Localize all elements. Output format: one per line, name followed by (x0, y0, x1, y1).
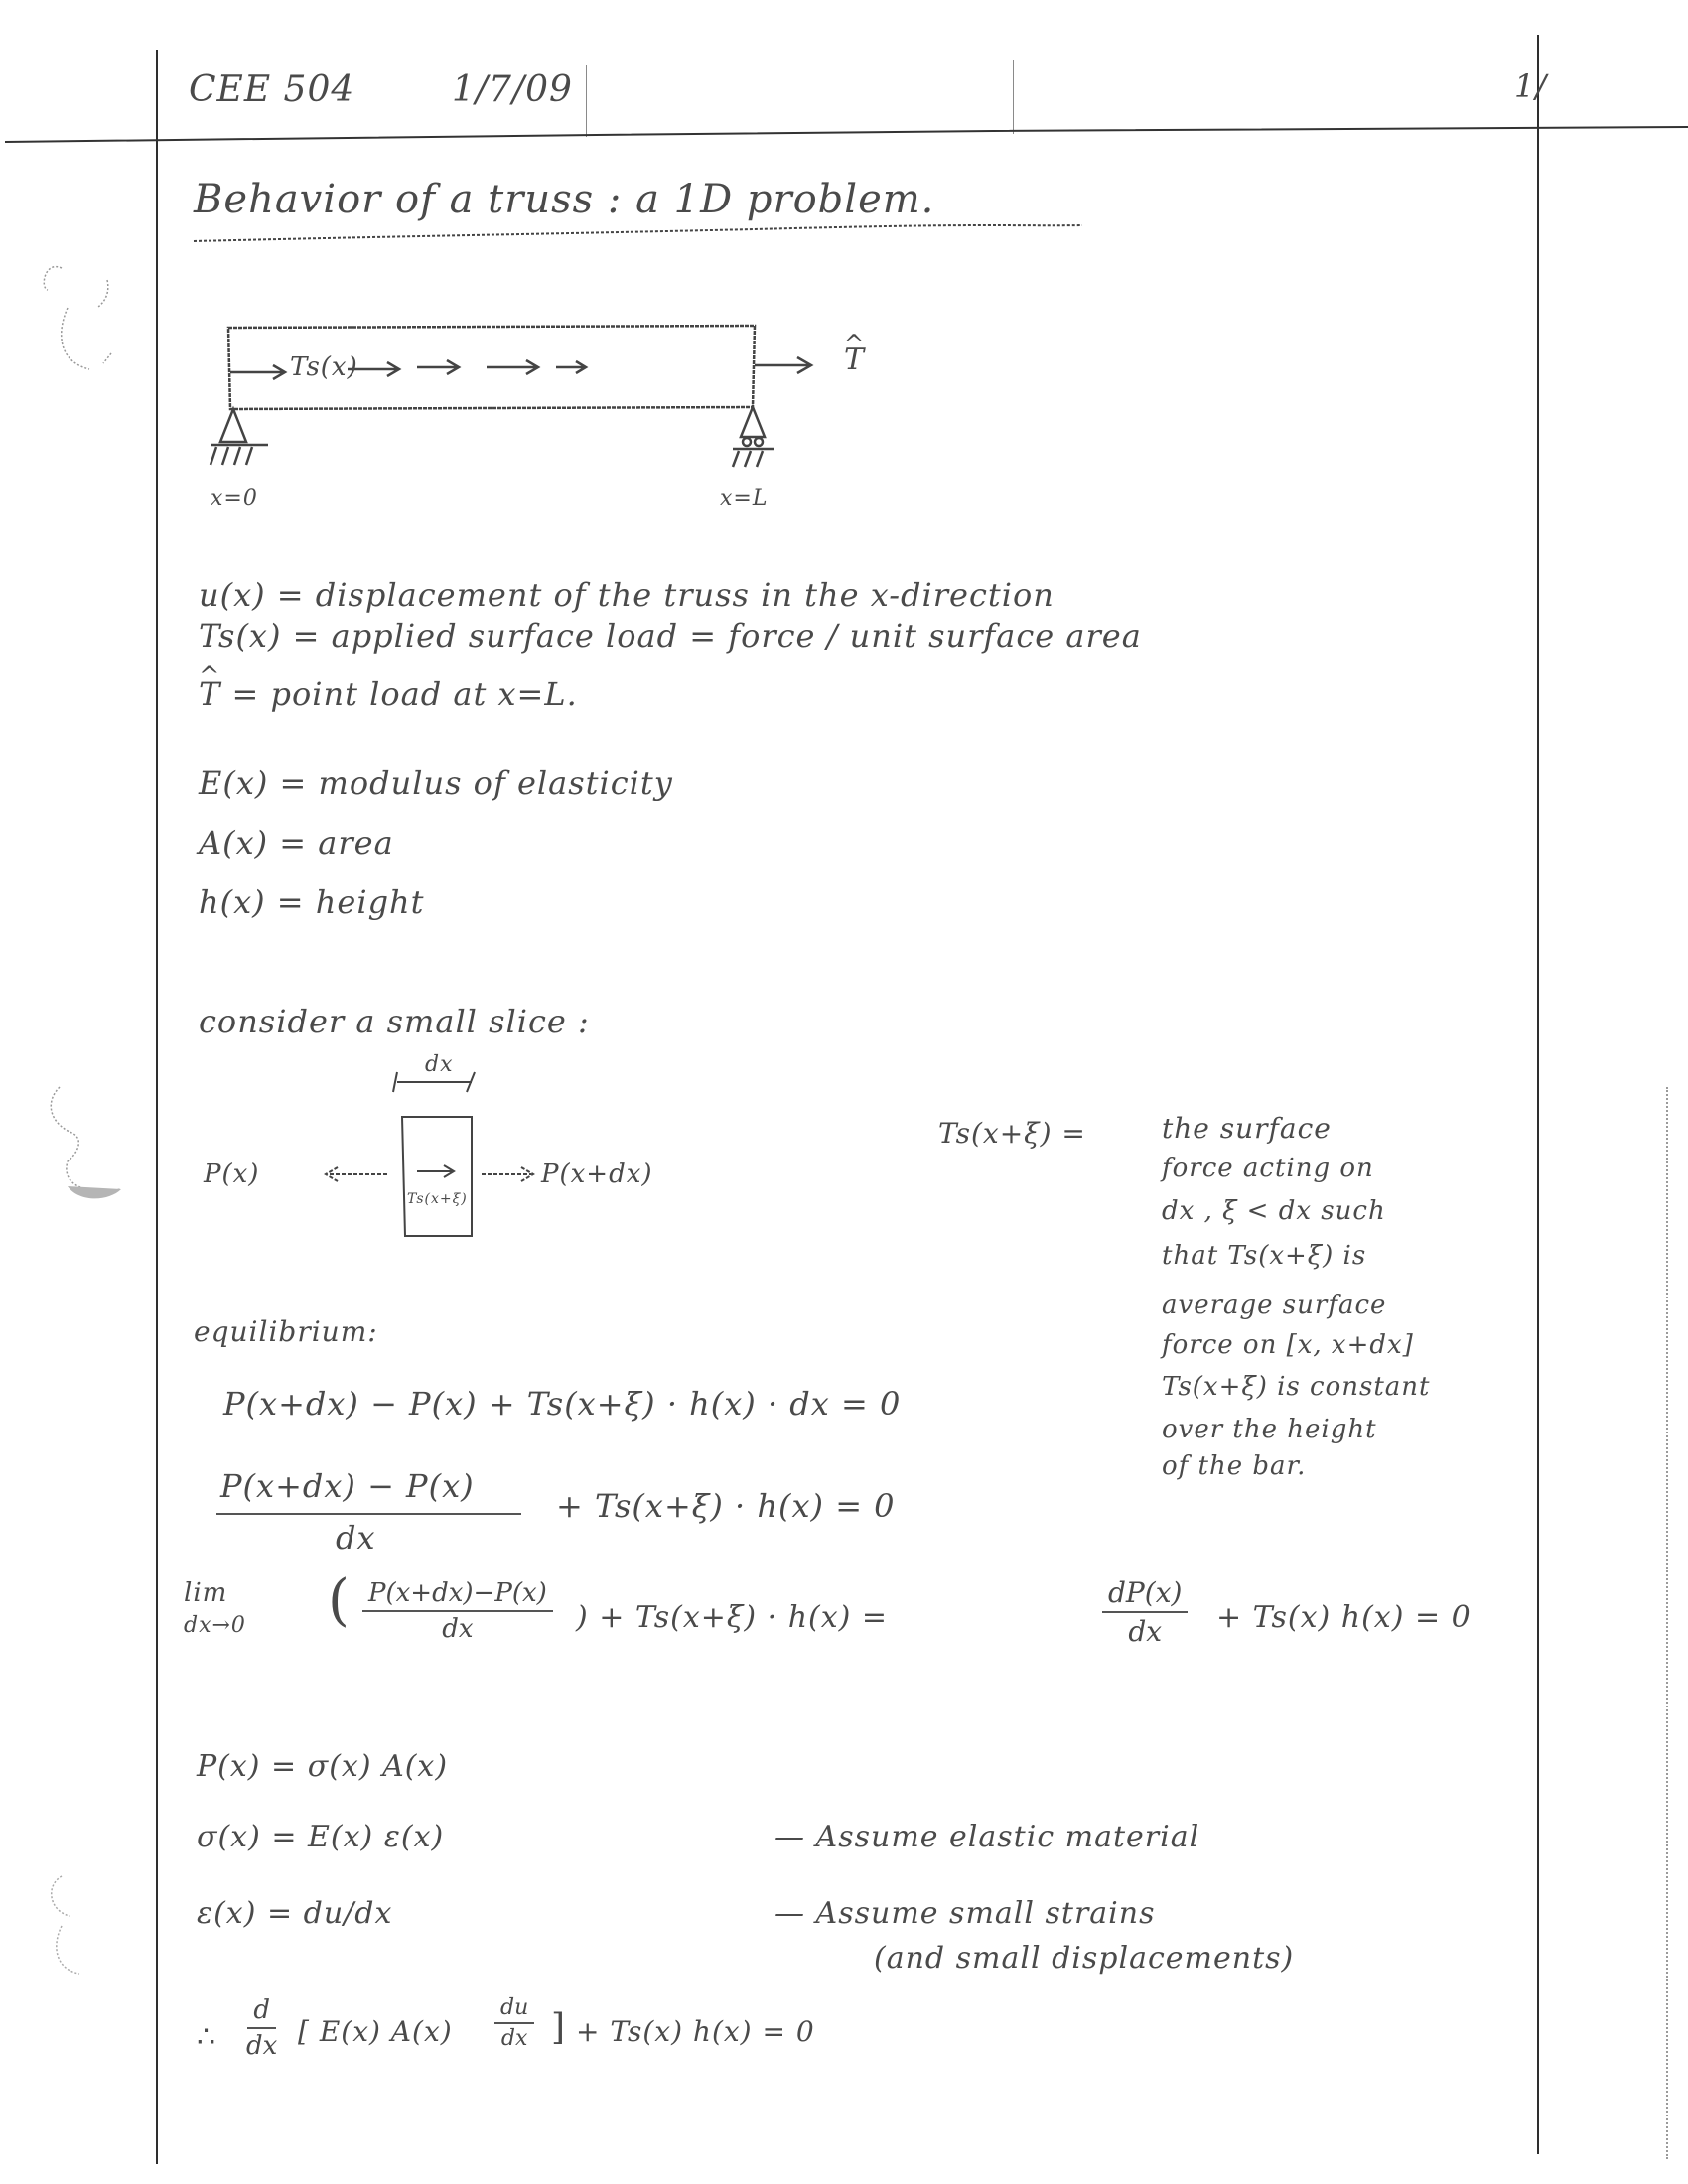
left-support-label: x=0 (211, 486, 258, 511)
slice-dx-label: dx (425, 1052, 454, 1077)
equilibrium-eq1: P(x+dx) − P(x) + Ts(x+ξ) · h(x) · dx = 0 (223, 1385, 902, 1423)
definition-item (199, 576, 1055, 614)
equilibrium-eq2-rest: + Ts(x+ξ) · h(x) = 0 (556, 1487, 896, 1525)
right-support-label: x=L (720, 486, 769, 511)
bracket-left-term: [ E(x) A(x) (298, 2015, 453, 2048)
definition-symbol: u(x) (199, 576, 266, 614)
truss-bar (211, 326, 811, 467)
slice-inner-label: Ts(x+ξ) (407, 1191, 468, 1207)
annotation-line: of the bar. (1162, 1451, 1307, 1481)
point-load-symbol: ^ T (844, 342, 865, 377)
constitutive-note: — Assume small strains (774, 1896, 1156, 1931)
limit-middle: ) + Ts(x+ξ) · h(x) = (576, 1600, 889, 1635)
definition-item (199, 675, 578, 713)
constitutive-eq: P(x) = σ(x) A(x) (197, 1749, 449, 1784)
du-dx-den: dx (500, 2026, 528, 2051)
slice-diagram (326, 1072, 533, 1236)
equilibrium-heading: equilibrium: (194, 1315, 378, 1348)
definition-text: = modulus of elasticity (279, 764, 673, 802)
lecture-date: 1/7/09 (452, 69, 573, 110)
dP-fraction (1102, 1576, 1188, 1648)
d-dx-den: dx (246, 2031, 278, 2061)
definition-symbol: ^ T (199, 675, 220, 713)
constitutive-note: — Assume elastic material (774, 1820, 1200, 1854)
d-dx-num: d (247, 1995, 276, 2029)
annotation-line: dx , ξ < dx such (1162, 1196, 1386, 1226)
slice-left-force: P(x) (204, 1160, 260, 1189)
slice-intro: consider a small slice : (199, 1003, 590, 1040)
therefore-symbol: ∴ (197, 2020, 217, 2055)
definition-text: = displacement of the truss in the x-direction (276, 576, 1055, 614)
limit-fraction-num: P(x+dx)−P(x) (362, 1578, 553, 1612)
du-dx-num: du (494, 1995, 534, 2024)
equilibrium-eq2-num: P(x+dx) − P(x) (220, 1467, 475, 1505)
bracket-right: ] (551, 2007, 567, 2048)
definition-item (199, 764, 673, 802)
limit-top: lim (184, 1578, 228, 1608)
definition-symbol: A(x) (199, 824, 269, 862)
annotation-line: over the height (1162, 1415, 1377, 1444)
definition-text: = area (279, 824, 394, 862)
definition-item (199, 617, 1142, 655)
constitutive-eq: σ(x) = E(x) ε(x) (197, 1820, 445, 1854)
limit-bottom: dx→0 (184, 1613, 246, 1638)
annotation-line: force on [x, x+dx] (1162, 1330, 1414, 1360)
annotation-line: the surface (1162, 1112, 1332, 1145)
equilibrium-eq2-den: dx (336, 1519, 376, 1557)
definition-symbol: h(x) (199, 884, 266, 921)
annotation-line: average surface (1162, 1291, 1387, 1320)
definition-text: = applied surface load = force / unit surface area (292, 617, 1142, 655)
page-title: Behavior of a truss : a 1D problem. (194, 177, 935, 222)
definition-item (199, 884, 425, 921)
page-number: 1/ (1514, 68, 1548, 105)
constitutive-eq: ε(x) = du/dx (197, 1896, 393, 1931)
definition-text: = point load at x=L. (231, 675, 578, 713)
annotation-lhs: Ts(x+ξ) = (938, 1117, 1086, 1150)
limit-end: + Ts(x) h(x) = 0 (1216, 1600, 1472, 1635)
limit-fraction (362, 1578, 553, 1644)
limit-open-paren: ( (328, 1569, 351, 1633)
d-dx-fraction (246, 1995, 277, 2061)
annotation-line: that Ts(x+ξ) is (1162, 1241, 1367, 1271)
course-code: CEE 504 (189, 69, 355, 110)
du-dx-fraction (494, 1995, 534, 2051)
annotation-line: Ts(x+ξ) is constant (1162, 1372, 1431, 1402)
definition-text: = height (276, 884, 425, 921)
annotation-line: force acting on (1162, 1154, 1374, 1183)
surface-load-label: Ts(x) (290, 352, 358, 382)
dP-fraction-num: dP(x) (1102, 1576, 1188, 1613)
constitutive-note: (and small displacements) (874, 1941, 1295, 1976)
definition-item (199, 824, 394, 862)
dP-fraction-den: dx (1128, 1615, 1163, 1648)
point-load-label (844, 342, 865, 377)
definition-symbol: Ts(x) (199, 617, 282, 655)
final-tail: + Ts(x) h(x) = 0 (576, 2015, 815, 2048)
slice-right-force: P(x+dx) (541, 1160, 653, 1189)
limit-fraction-den: dx (442, 1614, 474, 1644)
definition-symbol: E(x) (199, 764, 269, 802)
